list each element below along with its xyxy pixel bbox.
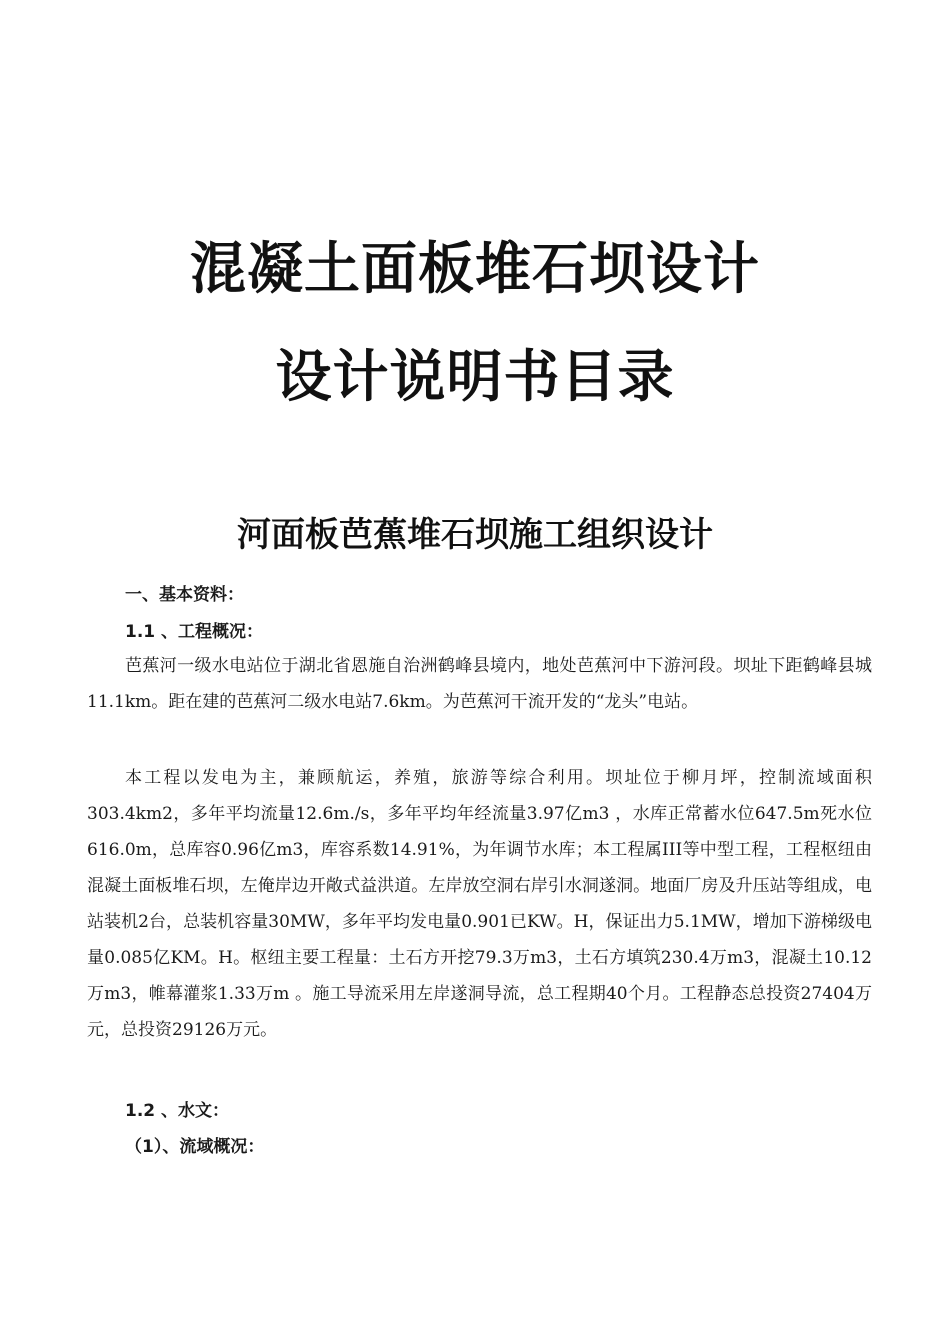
heading-project-overview: 1.1 、工程概况： <box>125 622 264 642</box>
paragraph-location: 芭蕉河一级水电站位于湖北省恩施自治洲鹤峰县境内，地处芭蕉河中下游河段。坝址下距鹤峰县城11.1km。距在建的芭蕉河二级水电站7.6km。为芭蕉河干流开发的“龙头”电站。 <box>87 656 872 712</box>
section-title: 河面板芭蕉堆石坝施工组织设计 <box>237 515 713 555</box>
document-title: 混凝土面板堆石坝设计 <box>190 237 760 302</box>
paragraph-project-summary: 本工程以发电为主，兼顾航运，养殖，旅游等综合利用。坝址位于柳月坪，控制流域面积303.4km2，多年平均流量12.6m./s，多年平均年经流量3.97亿m3 ，水库正常蓄水位647.5m死水位616.0m，总库容0.96亿m3，库容系数14.91%，为年调节水库；本工程属III等中型工程，工程枢纽由混凝土面板堆石坝，左俺岸边开敞式益洪道。左岸放空洞右岸引水洞遂洞。地面厂房及升压站等组成，电站装机2台，总装机容量30MW，多年平均发电量0.901已KW。H，保证出力5.1MW，增加下游梯级电量0.085亿KM。H。枢纽主要工程量：土石方开挖79.3万m3，土石方填筑230.4万m3，混凝土10.12万m3，帷幕灌浆1.33万m 。施工导流采用左岸遂洞导流，总工程期40个月。工程静态总投资27404万元，总投资29126万元。 <box>87 768 872 1040</box>
heading-basic-info: 一、基本资料： <box>125 585 244 605</box>
document-subtitle: 设计说明书目录 <box>275 345 675 410</box>
heading-basin-overview: （1）、流域概况： <box>125 1137 265 1157</box>
heading-hydrology: 1.2 、水文： <box>125 1101 230 1121</box>
